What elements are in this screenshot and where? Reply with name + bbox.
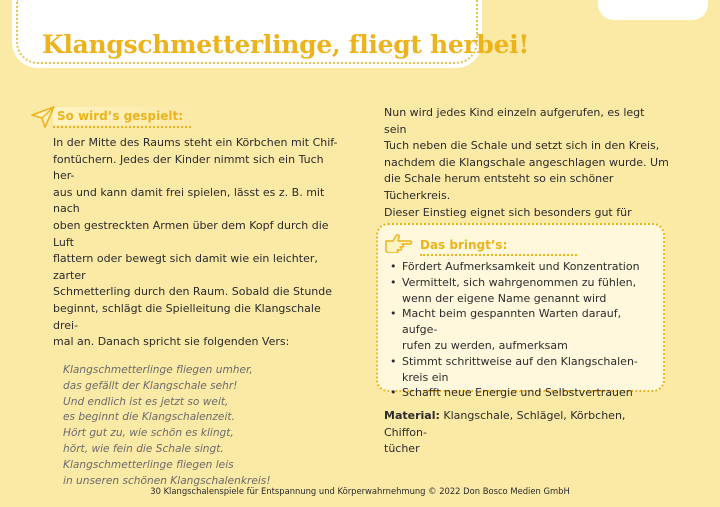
text-line: Dieser Einstieg eignet sich besonders gut für: [384, 205, 632, 219]
poem-line: Klangschmetterlinge fliegen umher,: [63, 363, 253, 376]
section-heading-rules: [53, 105, 343, 127]
left-column: [53, 105, 343, 490]
benefits-heading: [384, 233, 577, 257]
text-line: beginnt, schlägt die Spielleitung die Klangschale drei-: [53, 301, 321, 332]
text-line: aus und kann damit frei spielen, lässt es z. B. mit nach: [53, 185, 325, 216]
list-item: • Schafft neue Energie und Selbstvertrauen: [388, 385, 653, 401]
paper-plane-icon: [31, 106, 55, 132]
rules-paragraph: [53, 135, 343, 351]
list-item: • Fördert Aufmerksamkeit und Konzentration: [388, 259, 653, 275]
text-line: flattern oder bewegt sich damit wie ein leichter, zarter: [53, 252, 318, 282]
list-item: • Stimmt schrittweise auf den Klangschalen- kreis ein: [388, 354, 653, 386]
poem-line: das gefällt der Klangschale sehr!: [63, 379, 238, 392]
text-line: Schmetterling durch den Raum. Sobald die Stunde: [53, 285, 333, 299]
text-line: In der Mitte des Raums steht ein Körbchen mit Chif-: [53, 136, 338, 149]
rules-heading-label: So wird’s gespielt:: [53, 107, 191, 125]
text-line: Tuch neben die Schale und setzt sich in den Kreis,: [384, 139, 660, 153]
benefits-heading-label: Das bringt’s:: [420, 238, 577, 252]
text-line: Nun wird jedes Kind einzeln aufgerufen, es legt sein: [384, 106, 645, 136]
benefits-list: [388, 259, 653, 401]
poem-line: Klangschmetterlinge fliegen leis: [63, 459, 234, 472]
text-line: fontüchern. Jedes der Kinder nimmt sich ein Tuch her-: [53, 152, 324, 183]
pointing-hand-icon: [384, 233, 414, 257]
text-line: oben gestreckten Armen über dem Kopf durch die Luft: [53, 218, 329, 249]
material-note: [384, 408, 664, 458]
material-label: Material:: [384, 409, 440, 422]
top-tab: [598, 0, 708, 20]
material-text: Klangschale, Schlägel, Körbchen, Chiffon- tücher: [384, 409, 626, 456]
text-line: nachdem die Klangschale angeschlagen wurde. Um: [384, 155, 669, 169]
text-line: die Schale herum entsteht so ein schöner Tücherkreis.: [384, 172, 614, 202]
list-item: • Macht beim gespannten Warten darauf, aufge- rufen zu werden, aufmerksam: [388, 306, 653, 353]
poem-line: hört, wie fein die Schale singt.: [63, 443, 224, 456]
poem-line: es beginnt die Klangschalenzeit.: [63, 411, 235, 424]
text-line: mal an. Danach spricht sie folgenden Vers:: [53, 335, 290, 349]
poem-line: Hört gut zu, wie schön es klingt,: [63, 427, 234, 440]
page-title: Klangschmetterlinge, fliegt herbei!: [42, 30, 530, 59]
page-footer: 30 Klangschalenspiele für Entspannung und Körperwahrnehmung © 2022 Don Bosco Medien GmbH: [150, 486, 570, 496]
poem-verse: [63, 363, 343, 490]
poem-line: Und endlich ist es jetzt so weit,: [63, 395, 229, 408]
poem-line: in unseren schönen Klangschalenkreis!: [63, 475, 271, 488]
list-item: • Vermittelt, sich wahrgenommen zu fühlen, wenn der eigene Name genannt wird: [388, 275, 653, 307]
benefits-box: [376, 223, 665, 400]
